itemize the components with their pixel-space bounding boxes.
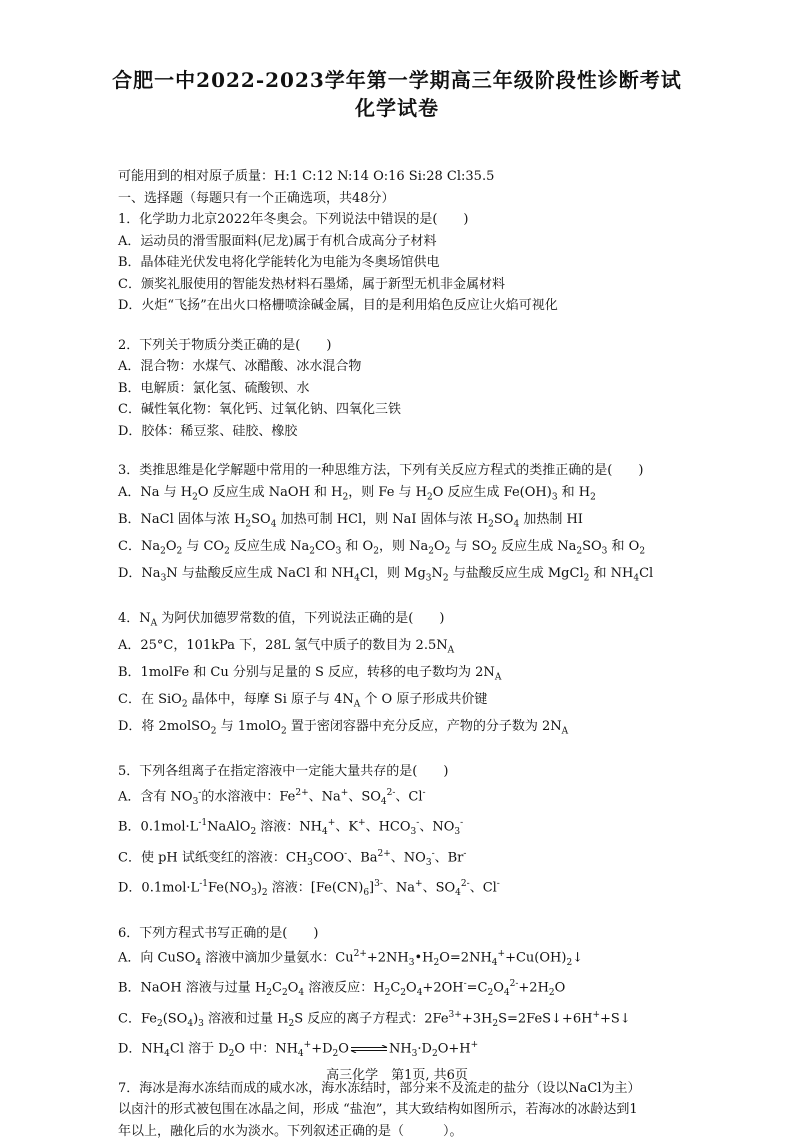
q7-line-2: 以卤汁的形式被包围在冰晶之间，形成 “盐泡”，其大致结构如图所示，若海冰的冰龄达到1 [118,1102,638,1118]
q1-option-d: D．火炬“飞扬”在出火口格栅喷涂碱金属，目的是利用焰色反应让火焰可视化 [118,298,558,313]
exam-subtitle: 化学试卷 [355,96,439,120]
q7-line-3: 年以上，融化后的水为淡水。下列叙述正确的是（ ）。 [118,1123,463,1139]
q3-option-a: A．Na 与 $H_2O$ 反应生成 NaOH 和 $H_2$，则 Fe 与 $H_2O$ 反应生成 $Fe(OH)_3$ 和 $H_2$ [118,484,596,503]
q6-option-d: D．$NH_4Cl$ 溶于 $D_2O$ 中：$NH_4^++D_2O$ $NH_3\cdot D_2O+H^+$ [118,1040,479,1060]
q2-option-c: C．碱性氧化物：氧化钙、过氧化钠、四氧化三铁 [118,402,401,417]
exam-content [118,166,678,1142]
q6-option-a: A．向 CuSO$_4$ 溶液中滴加少量氨水：$Cu^{2+}+2NH_3•H_2O=2NH_4^++Cu(OH)_2↓$ [118,949,584,968]
q6-option-c: C．$Fe_2(SO_4)_3$ 溶液和过量 $H_2S$ 反应的离子方程式：$2Fe^{3+}+3H_2S=2FeS↓+6H^++S↓$ [118,1009,631,1029]
atomic-masses: 可能用到的相对原子质量：H:1 C:12 N:14 O:16 Si:28 Cl:35.5 [118,169,495,184]
q4-option-d: D．将 2molSO$_2$ 与 1molO$_2$ 置于密闭容器中充分反应，产物的分子数为 $2N_A$ [118,719,569,737]
equilibrium-arrow-icon [349,1045,389,1053]
q2-option-a: A．混合物：水煤气、冰醋酸、冰水混合物 [118,359,362,374]
q1-option-c: C．颁奖礼服使用的智能发热材料石墨烯，属于新型无机非金属材料 [118,276,505,292]
q1-stem: 1．化学助力北京2022年冬奥会。下列说法中错误的是( ) [118,212,469,227]
q4-stem: 4．$N_A$ 为阿伏加德罗常数的值，下列说法正确的是( ) [118,610,445,629]
q4-option-b: B．1molFe 和 Cu 分别与足量的 S 反应，转移的电子数均为 $2N_A$ [118,665,502,683]
q2-option-d: D．胶体：稀豆浆、硅胶、橡胶 [118,423,298,439]
q4-option-a: A．25°C，101kPa 下，28L 氢气中质子的数目为 $2.5N_A$ [118,637,455,656]
q1-option-a: A．运动员的滑雪服面料(尼龙)属于有机合成高分子材料 [118,233,437,249]
q5-option-c: C．使 pH 试纸变红的溶液：$CH_3COO^-$、$Ba^{2+}$、$NO_3^-$、Br- [118,848,467,868]
page-footer: 高三化学 第1页, 共6页 [326,1068,468,1083]
q3-stem: 3．类推思维是化学解题中常用的一种思维方法，下列有关反应方程式的类推正确的是( ) [118,463,644,478]
q2-stem: 2．下列关于物质分类正确的是( ) [118,337,332,353]
q5-stem: 5．下列各组离子在指定溶液中一定能大量共存的是( ) [118,764,449,780]
q5-option-a: A．含有 $NO_3^-$的水溶液中：$Fe^{2+}$、Na+、$SO_4^{2-}$、Cl- [118,787,426,807]
q1-option-b: B．晶体硅光伏发电将化学能转化为电能为冬奥场馆供电 [118,255,440,270]
q7-line-1: 7．海冰是海水冻结而成的咸水冰，海水冻结时，部分来不及流走的盐分（设以NaCl为主） [118,1080,641,1096]
q3-option-d: D．$Na_3N$ 与盐酸反应生成 NaCl 和 $NH_4Cl$，则 $Mg_3N_2$ 与盐酸反应生成 MgCl$_2$ 和 $NH_4Cl$ [118,565,654,584]
section-heading: 一、选择题（每题只有一个正确选项，共48分） [118,190,395,206]
q4-option-c: C．在 SiO$_2$ 晶体中，每摩 Si 原子与 $4N_A$ 个 O 原子形成共价键 [118,692,488,710]
q5-option-b: B．$0.1mol\cdot L^{-1}NaAlO_2$ 溶液：$NH_4^+$、K+、$HCO_3^-$、$NO_3^-$ [118,818,464,838]
q3-option-c: C．$Na_2O_2$ 与 $CO_2$ 反应生成 $Na_2CO_3$ 和 $O_2$，则 $Na_2O_2$ 与 $SO_2$ 反应生成 $Na_2SO_3$ 和 $O_2$ [118,538,646,557]
q6-option-b: B．NaOH 溶液与过量 $H_2C_2O_4$ 溶液反应：$H_2C_2O_4+2OH^-=C_2O_4^{2-}+2H_2O$ [118,979,566,999]
exam-title: 合肥一中2022-2023学年第一学期高三年级阶段性诊断考试 [112,68,682,92]
q3-option-b: B．NaCl 固体与浓 $H_2SO_4$ 加热可制 HCl，则 NaI 固体与浓 $H_2SO_4$ 加热制 HI [118,511,583,530]
q2-option-b: B．电解质：氯化氢、硫酸钡、水 [118,380,310,396]
q6-stem: 6．下列方程式书写正确的是( ) [118,925,319,941]
q5-option-d: D．$0.1mol\cdot L^{-1}Fe(NO_3)_2$ 溶液：$[Fe(CN)_6]^{3-}$、Na+、$SO_4^{2-}$、Cl- [118,879,500,899]
